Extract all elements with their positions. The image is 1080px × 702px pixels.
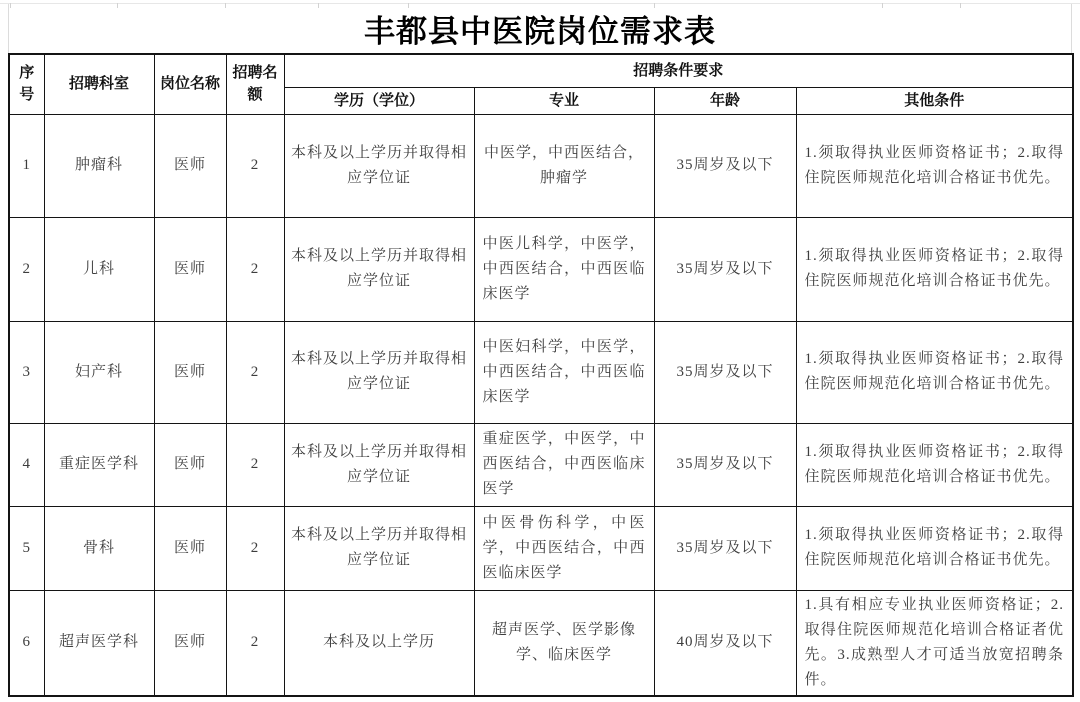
page-title: 丰都县中医院岗位需求表 [364, 13, 716, 49]
row-6-quota: 2 [226, 590, 284, 696]
document-page [0, 3, 1080, 702]
row-1-department: 肿瘤科 [44, 114, 154, 217]
gridline-tick [117, 3, 118, 8]
gridline-tick [225, 3, 226, 8]
header-row-top [9, 54, 1073, 87]
header-major: 专业 [474, 87, 654, 114]
header-serial-number: 序号 [9, 54, 44, 114]
row-2-serial: 2 [9, 217, 44, 321]
row-5-department: 骨科 [44, 506, 154, 590]
top-edge-gridline [0, 3, 1080, 4]
header-age: 年龄 [654, 87, 796, 114]
row-3-education: 本科及以上学历并取得相应学位证 [284, 321, 474, 423]
table-row [9, 506, 1073, 590]
row-3-major: 中医妇科学，中医学，中西医结合，中西医临床医学 [474, 321, 654, 423]
table-row [9, 114, 1073, 217]
row-1-quota: 2 [226, 114, 284, 217]
row-6-serial: 6 [9, 590, 44, 696]
row-4-quota: 2 [226, 423, 284, 506]
row-5-serial: 5 [9, 506, 44, 590]
title-block [8, 3, 1072, 53]
row-5-quota: 2 [226, 506, 284, 590]
row-6-age: 40周岁及以下 [654, 590, 796, 696]
row-2-education: 本科及以上学历并取得相应学位证 [284, 217, 474, 321]
gridline-tick [882, 3, 883, 8]
header-quota: 招聘名额 [226, 54, 284, 114]
row-2-quota: 2 [226, 217, 284, 321]
row-1-age: 35周岁及以下 [654, 114, 796, 217]
table-row [9, 217, 1073, 321]
row-2-age: 35周岁及以下 [654, 217, 796, 321]
header-other-conditions: 其他条件 [796, 87, 1073, 114]
header-education: 学历（学位） [284, 87, 474, 114]
gridline-tick [654, 3, 655, 8]
row-5-major: 中医骨伤科学，中医学，中西医结合，中西医临床医学 [474, 506, 654, 590]
gridline-tick [10, 3, 11, 8]
row-3-serial: 3 [9, 321, 44, 423]
table-row [9, 321, 1073, 423]
gridline-tick [318, 3, 319, 8]
row-4-other: 1.须取得执业医师资格证书；2.取得住院医师规范化培训合格证书优先。 [796, 423, 1073, 506]
row-4-position: 医师 [154, 423, 226, 506]
row-6-education: 本科及以上学历 [284, 590, 474, 696]
row-4-age: 35周岁及以下 [654, 423, 796, 506]
row-1-major: 中医学，中西医结合，肿瘤学 [474, 114, 654, 217]
row-5-age: 35周岁及以下 [654, 506, 796, 590]
row-3-age: 35周岁及以下 [654, 321, 796, 423]
header-position-name: 岗位名称 [154, 54, 226, 114]
row-1-other: 1.须取得执业医师资格证书；2.取得住院医师规范化培训合格证书优先。 [796, 114, 1073, 217]
row-2-other: 1.须取得执业医师资格证书；2.取得住院医师规范化培训合格证书优先。 [796, 217, 1073, 321]
row-4-department: 重症医学科 [44, 423, 154, 506]
row-2-department: 儿科 [44, 217, 154, 321]
row-4-serial: 4 [9, 423, 44, 506]
row-5-other: 1.须取得执业医师资格证书；2.取得住院医师规范化培训合格证书优先。 [796, 506, 1073, 590]
row-6-position: 医师 [154, 590, 226, 696]
row-2-position: 医师 [154, 217, 226, 321]
table-row [9, 590, 1073, 696]
row-3-department: 妇产科 [44, 321, 154, 423]
row-2-major: 中医儿科学，中医学，中西医结合，中西医临床医学 [474, 217, 654, 321]
row-5-education: 本科及以上学历并取得相应学位证 [284, 506, 474, 590]
row-3-position: 医师 [154, 321, 226, 423]
row-4-major: 重症医学，中医学，中西医结合，中西医临床医学 [474, 423, 654, 506]
row-1-education: 本科及以上学历并取得相应学位证 [284, 114, 474, 217]
header-department: 招聘科室 [44, 54, 154, 114]
job-requirements-table [8, 53, 1074, 697]
row-5-position: 医师 [154, 506, 226, 590]
row-1-position: 医师 [154, 114, 226, 217]
row-3-quota: 2 [226, 321, 284, 423]
row-1-serial: 1 [9, 114, 44, 217]
row-6-major: 超声医学、医学影像学、临床医学 [474, 590, 654, 696]
row-4-education: 本科及以上学历并取得相应学位证 [284, 423, 474, 506]
gridline-tick [960, 3, 961, 8]
row-6-department: 超声医学科 [44, 590, 154, 696]
gridline-tick [408, 3, 409, 8]
row-3-other: 1.须取得执业医师资格证书；2.取得住院医师规范化培训合格证书优先。 [796, 321, 1073, 423]
table-row [9, 423, 1073, 506]
header-requirements-group: 招聘条件要求 [284, 54, 1073, 87]
row-6-other: 1.具有相应专业执业医师资格证；2.取得住院医师规范化培训合格证者优先。3.成熟型人才可适当放宽招聘条件。 [796, 590, 1073, 696]
